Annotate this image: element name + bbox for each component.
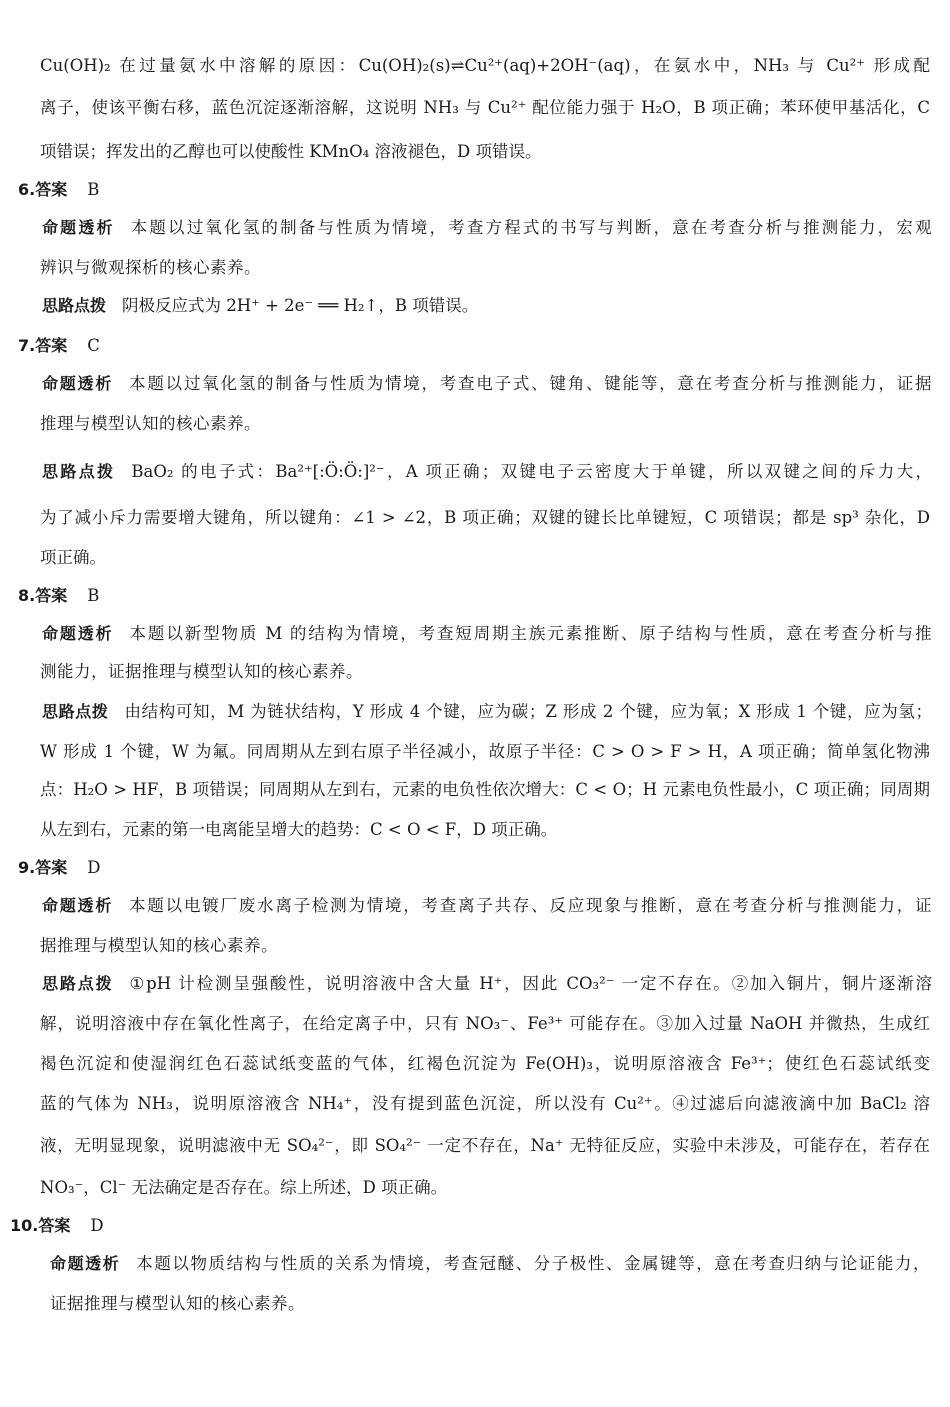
hint-text: 蓝的气体为 NH₃，说明原溶液含 NH₄⁺，没有提到蓝色沉淀，所以没有 Cu²⁺。④过滤后向滤液滴中加 BaCl₂ 溶 <box>40 1094 930 1113</box>
analysis-label: 命题透析 <box>50 1254 121 1273</box>
hint-text: 从左到右，元素的第一电离能呈增大的趋势：C < O < F，D 项正确。 <box>40 820 558 839</box>
hint-text: W 形成 1 个键，W 为氟。同周期从左到右原子半径减小，故原子半径：C > O > F > H，A 项正确；简单氢化物沸 <box>40 742 930 761</box>
question-number: 7. <box>18 336 36 355</box>
body-text-line: 离子，使该平衡右移，蓝色沉淀逐渐溶解，这说明 NH₃ 与 Cu²⁺ 配位能力强于 H₂O，B 项正确；苯环使甲基活化，C <box>40 98 930 117</box>
question-6-analysis <box>42 216 932 240</box>
hint-text: 项正确。 <box>40 548 106 567</box>
analysis-text: 测能力，证据推理与模型认知的核心素养。 <box>40 662 363 681</box>
question-number: 10. <box>10 1216 39 1235</box>
analysis-text: 辨识与微观探析的核心素养。 <box>40 258 261 277</box>
analysis-text: 据推理与模型认知的核心素养。 <box>40 936 278 955</box>
analysis-text: 推理与模型认知的核心素养。 <box>40 414 261 433</box>
question-8-hint <box>42 700 932 724</box>
question-6-answer-line <box>18 178 99 202</box>
analysis-label: 命题透析 <box>42 896 114 915</box>
question-10-answer-line <box>10 1214 104 1238</box>
question-number: 8. <box>18 586 36 605</box>
body-text-line: Cu(OH)₂ 在过量氨水中溶解的原因：Cu(OH)₂(s)⇌Cu²⁺(aq)+2OH⁻(aq)，在氨水中，NH₃ 与 Cu²⁺ 形成配 <box>40 56 930 75</box>
body-text-line: 项错误；挥发出的乙醇也可以使酸性 KMnO₄ 溶液褪色，D 项错误。 <box>40 142 542 161</box>
question-10-analysis <box>50 1252 930 1276</box>
answer-label: 答案 <box>38 1216 71 1235</box>
question-9-hint <box>42 972 932 996</box>
hint-label: 思路点拨 <box>42 462 116 481</box>
hint-text: NO₃⁻，Cl⁻ 无法确定是否存在。综上所述，D 项正确。 <box>40 1178 448 1197</box>
analysis-text: 本题以电镀厂废水离子检测为情境，考查离子共存、反应现象与推断，意在考查分析与推测能力，证 <box>129 896 932 915</box>
hint-label: 思路点拨 <box>42 296 107 315</box>
question-7-answer-line <box>18 334 100 358</box>
analysis-text: 本题以过氧化氢的制备与性质为情境，考查方程式的书写与判断，意在考查分析与推测能力，宏观 <box>130 218 932 237</box>
question-8-answer-line <box>18 584 99 608</box>
question-9-answer-line <box>18 856 100 880</box>
analysis-text: 本题以物质结构与性质的关系为情境，考查冠醚、分子极性、金属键等，意在考查归纳与论证能力， <box>136 1254 930 1273</box>
answer-label: 答案 <box>35 180 68 199</box>
answer-value: B <box>87 586 100 605</box>
hint-text: 阴极反应式为 2H⁺ + 2e⁻ ══ H₂↑，B 项错误。 <box>122 296 479 315</box>
answer-value: D <box>87 858 101 877</box>
question-number: 9. <box>18 858 36 877</box>
analysis-label: 命题透析 <box>42 218 115 237</box>
answer-label: 答案 <box>35 858 68 877</box>
analysis-label: 命题透析 <box>42 624 114 643</box>
question-number: 6. <box>18 180 36 199</box>
hint-text: ①pH 计检测呈强酸性，说明溶液中含大量 H⁺，因此 CO₃²⁻ 一定不存在。②加入铜片，铜片逐渐溶 <box>129 974 932 993</box>
hint-text: 液，无明显现象，说明滤液中无 SO₄²⁻，即 SO₄²⁻ 一定不存在，Na⁺ 无特征反应，实验中未涉及，可能存在，若存在 <box>40 1136 930 1155</box>
answer-value: D <box>90 1216 104 1235</box>
hint-text: BaO₂ 的电子式：Ba²⁺[:Ö:Ö:]²⁻，A 项正确；双键电子云密度大于单键，所以双键之间的斥力大， <box>131 462 932 481</box>
hint-label: 思路点拨 <box>42 974 114 993</box>
question-9-analysis <box>42 894 932 918</box>
question-6-hint <box>42 294 478 318</box>
hint-label: 思路点拨 <box>42 702 109 721</box>
question-7-analysis <box>42 372 932 396</box>
analysis-text: 本题以新型物质 M 的结构为情境，考查短周期主族元素推断、原子结构与性质，意在考查分析与推 <box>129 624 932 643</box>
analysis-label: 命题透析 <box>42 374 114 393</box>
hint-text: 解，说明溶液中存在氧化性离子，在给定离子中，只有 NO₃⁻、Fe³⁺ 可能存在。③加入过量 NaOH 并微热，生成红 <box>40 1014 930 1033</box>
answer-label: 答案 <box>35 586 68 605</box>
hint-text: 褐色沉淀和使湿润红色石蕊试纸变蓝的气体，红褐色沉淀为 Fe(OH)₃，说明原溶液含 Fe³⁺；使红色石蕊试纸变 <box>40 1054 930 1073</box>
analysis-text: 本题以过氧化氢的制备与性质为情境，考查电子式、键角、键能等，意在考查分析与推测能力，证据 <box>129 374 932 393</box>
question-7-hint <box>42 460 932 484</box>
hint-text: 由结构可知，M 为链状结构，Y 形成 4 个键，应为碳；Z 形成 2 个键，应为氧；X 形成 1 个键，应为氢； <box>124 702 932 721</box>
answer-value: B <box>87 180 100 199</box>
answer-label: 答案 <box>35 336 68 355</box>
hint-text: 为了减小斥力需要增大键角，所以键角：∠1 > ∠2，B 项正确；双键的键长比单键短，C 项错误；都是 sp³ 杂化，D <box>40 508 930 527</box>
analysis-text: 证据推理与模型认知的核心素养。 <box>50 1294 305 1313</box>
hint-text: 点：H₂O > HF，B 项错误；同周期从左到右，元素的电负性依次增大：C < O；H 元素电负性最小，C 项正确；同周期 <box>40 780 930 799</box>
answer-value: C <box>87 336 100 355</box>
question-8-analysis <box>42 622 932 646</box>
